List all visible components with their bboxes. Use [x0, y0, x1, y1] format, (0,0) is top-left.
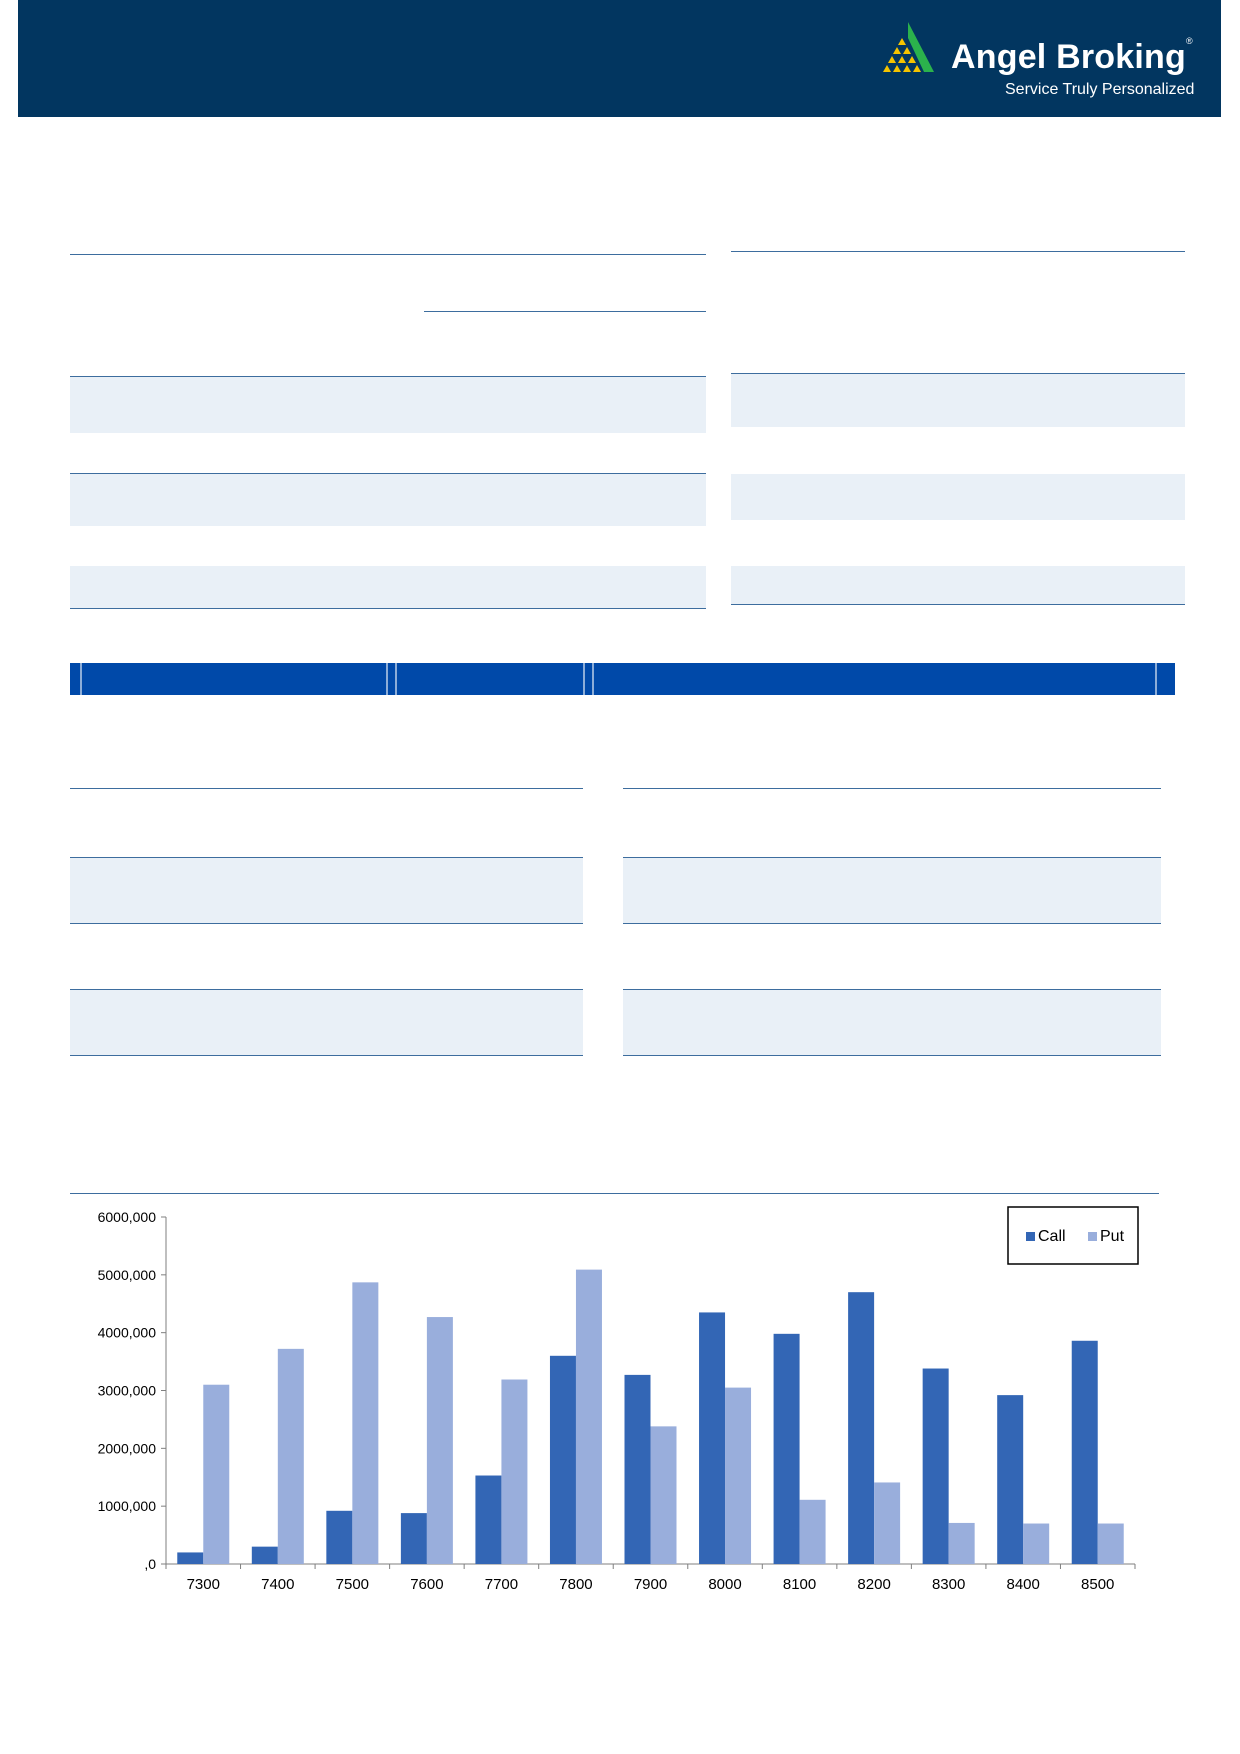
- table-rule: [70, 254, 706, 255]
- x-tick-label: 7400: [261, 1576, 295, 1593]
- table-rule: [424, 311, 706, 312]
- y-tick-label: 1000,000: [97, 1498, 156, 1515]
- bar-call-8300: [923, 1369, 949, 1564]
- y-tick-label: 2000,000: [97, 1440, 156, 1457]
- y-tick-label: ,0: [144, 1556, 156, 1572]
- bar-divider: [395, 663, 397, 695]
- chart-top-rule: [70, 1193, 1159, 1194]
- x-tick-label: 8500: [1081, 1576, 1115, 1593]
- bar-call-7400: [252, 1547, 278, 1564]
- legend-swatch-put: [1088, 1232, 1097, 1241]
- table-row-band: [623, 858, 1161, 923]
- table-row-band: [70, 377, 706, 433]
- bar-put-7700: [501, 1380, 527, 1564]
- bar-put-8400: [1023, 1524, 1049, 1564]
- legend-label-put: Put: [1100, 1228, 1125, 1245]
- bar-put-8300: [949, 1523, 975, 1564]
- table-rule: [70, 923, 583, 924]
- table-row-band: [623, 990, 1161, 1055]
- table-row-band: [70, 474, 706, 526]
- page-header: [18, 0, 1221, 117]
- table-rule: [70, 1055, 583, 1056]
- y-tick-label: 6000,000: [97, 1209, 156, 1225]
- x-tick-label: 7800: [559, 1576, 593, 1593]
- bar-divider: [1155, 663, 1157, 695]
- bar-call-7700: [475, 1476, 501, 1564]
- table-rule: [623, 1055, 1161, 1056]
- table-rule: [623, 923, 1161, 924]
- brand-tagline: Service Truly Personalized: [1005, 81, 1195, 98]
- table-row-band: [731, 474, 1185, 520]
- table-row-band: [70, 990, 583, 1055]
- brand-name: Angel Broking®: [951, 36, 1193, 76]
- table-row-band: [731, 566, 1185, 604]
- table-rule: [623, 788, 1161, 789]
- table-row-band: [731, 374, 1185, 427]
- bar-put-7600: [427, 1317, 453, 1564]
- brand-logo: [878, 20, 1208, 102]
- x-tick-label: 8300: [931, 1576, 966, 1593]
- bar-put-8100: [800, 1500, 826, 1564]
- x-tick-label: 7700: [484, 1576, 519, 1593]
- bar-divider: [80, 663, 82, 695]
- x-tick-label: 8100: [782, 1576, 817, 1593]
- bar-put-8200: [874, 1482, 900, 1564]
- bar-put-7900: [651, 1426, 677, 1564]
- bar-divider: [592, 663, 594, 695]
- bar-put-7800: [576, 1270, 602, 1564]
- x-tick-label: 7300: [186, 1576, 220, 1593]
- bar-call-8200: [848, 1292, 874, 1564]
- bar-put-7500: [352, 1282, 378, 1564]
- table-rule: [70, 608, 706, 609]
- table-row-band: [70, 566, 706, 608]
- bar-put-8500: [1098, 1524, 1124, 1564]
- x-tick-label: 8000: [708, 1576, 742, 1593]
- y-tick-label: 4000,000: [97, 1324, 156, 1341]
- legend-label-call: Call: [1038, 1228, 1066, 1245]
- bar-call-8400: [997, 1395, 1023, 1564]
- bar-divider: [386, 663, 388, 695]
- legend-swatch-call: [1026, 1232, 1035, 1241]
- bar-put-7400: [278, 1349, 304, 1564]
- table-rule: [70, 788, 583, 789]
- table-row-band: [70, 858, 583, 923]
- bar-call-7900: [625, 1375, 651, 1564]
- table-rule: [731, 604, 1185, 605]
- x-tick-label: 7600: [410, 1576, 444, 1593]
- bar-put-8000: [725, 1388, 751, 1564]
- bar-call-8100: [774, 1334, 800, 1564]
- bar-divider: [583, 663, 585, 695]
- x-tick-label: 8400: [1006, 1576, 1040, 1593]
- bar-put-7300: [203, 1385, 229, 1564]
- bar-call-8000: [699, 1312, 725, 1564]
- bar-call-8500: [1072, 1341, 1098, 1564]
- bar-call-7600: [401, 1513, 427, 1564]
- y-tick-label: 5000,000: [97, 1266, 156, 1283]
- x-tick-label: 7500: [335, 1576, 370, 1593]
- x-tick-label: 8200: [857, 1576, 891, 1593]
- table-rule: [731, 251, 1185, 252]
- bar-call-7500: [326, 1511, 352, 1564]
- bar-call-7300: [177, 1552, 203, 1564]
- y-tick-label: 3000,000: [97, 1382, 156, 1399]
- angel-logo-icon: [878, 20, 942, 76]
- section-header-bar: [70, 663, 1175, 695]
- bar-call-7800: [550, 1356, 576, 1564]
- x-tick-label: 7900: [633, 1576, 668, 1593]
- open-interest-bar-chart: [70, 1203, 1170, 1623]
